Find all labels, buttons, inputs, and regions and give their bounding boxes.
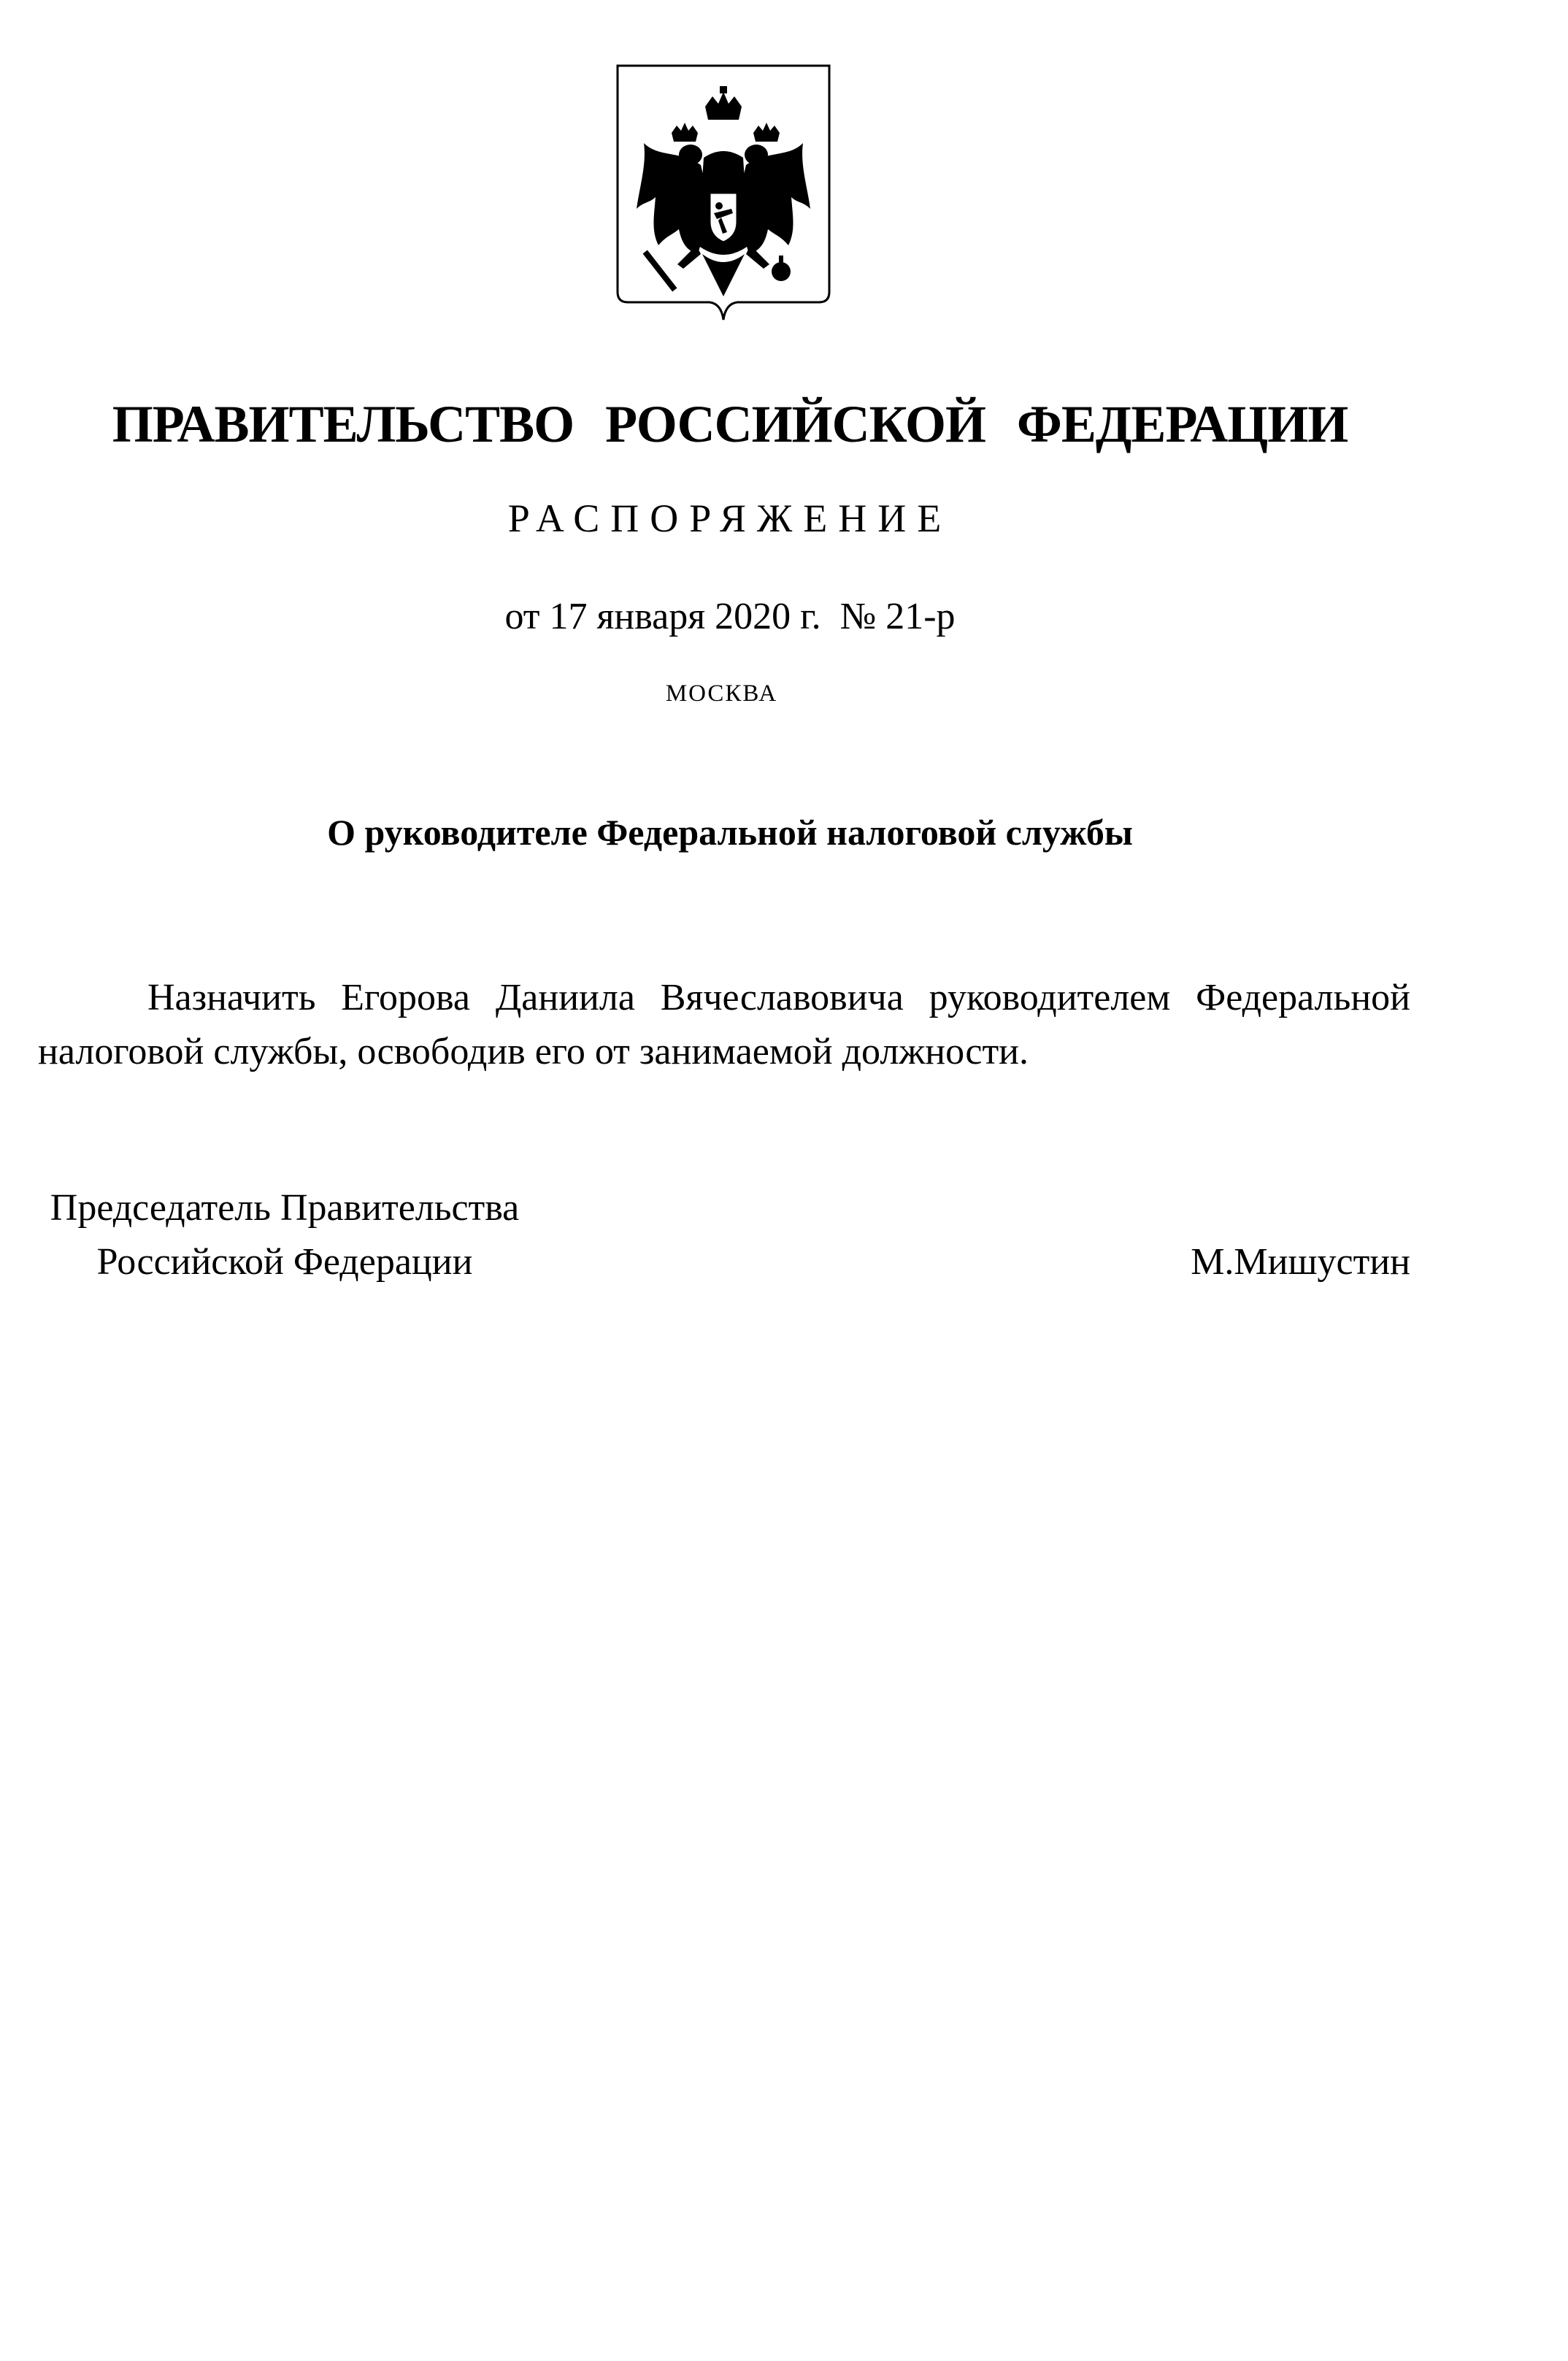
body-paragraph: Назначить Егорова Даниила Вячеславовича руководителем Федеральной налоговой службы, освободив его от занимаемой должности. [38,977,1410,1072]
signatory-name: М.Мишустин [1191,1241,1410,1283]
signatory-position [44,1181,526,1289]
document-type: РАСПОРЯЖЕНИЕ [507,496,953,540]
document-subject: О руководителе Федеральной налоговой службы [327,812,1133,853]
document-date-number: от 17 января 2020 г. № 21-р [504,596,956,637]
russian-coat-of-arms-icon [615,63,832,323]
signatory-position-line-2: Российской Федерации [96,1241,473,1283]
signatory-position-line-1: Председатель Правительства [50,1187,520,1229]
document-city: МОСКВА [665,680,778,707]
issuing-authority-title: ПРАВИТЕЛЬСТВО РОССИЙСКОЙ ФЕДЕРАЦИИ [112,395,1348,453]
coat-of-arms-emblem [615,63,832,323]
